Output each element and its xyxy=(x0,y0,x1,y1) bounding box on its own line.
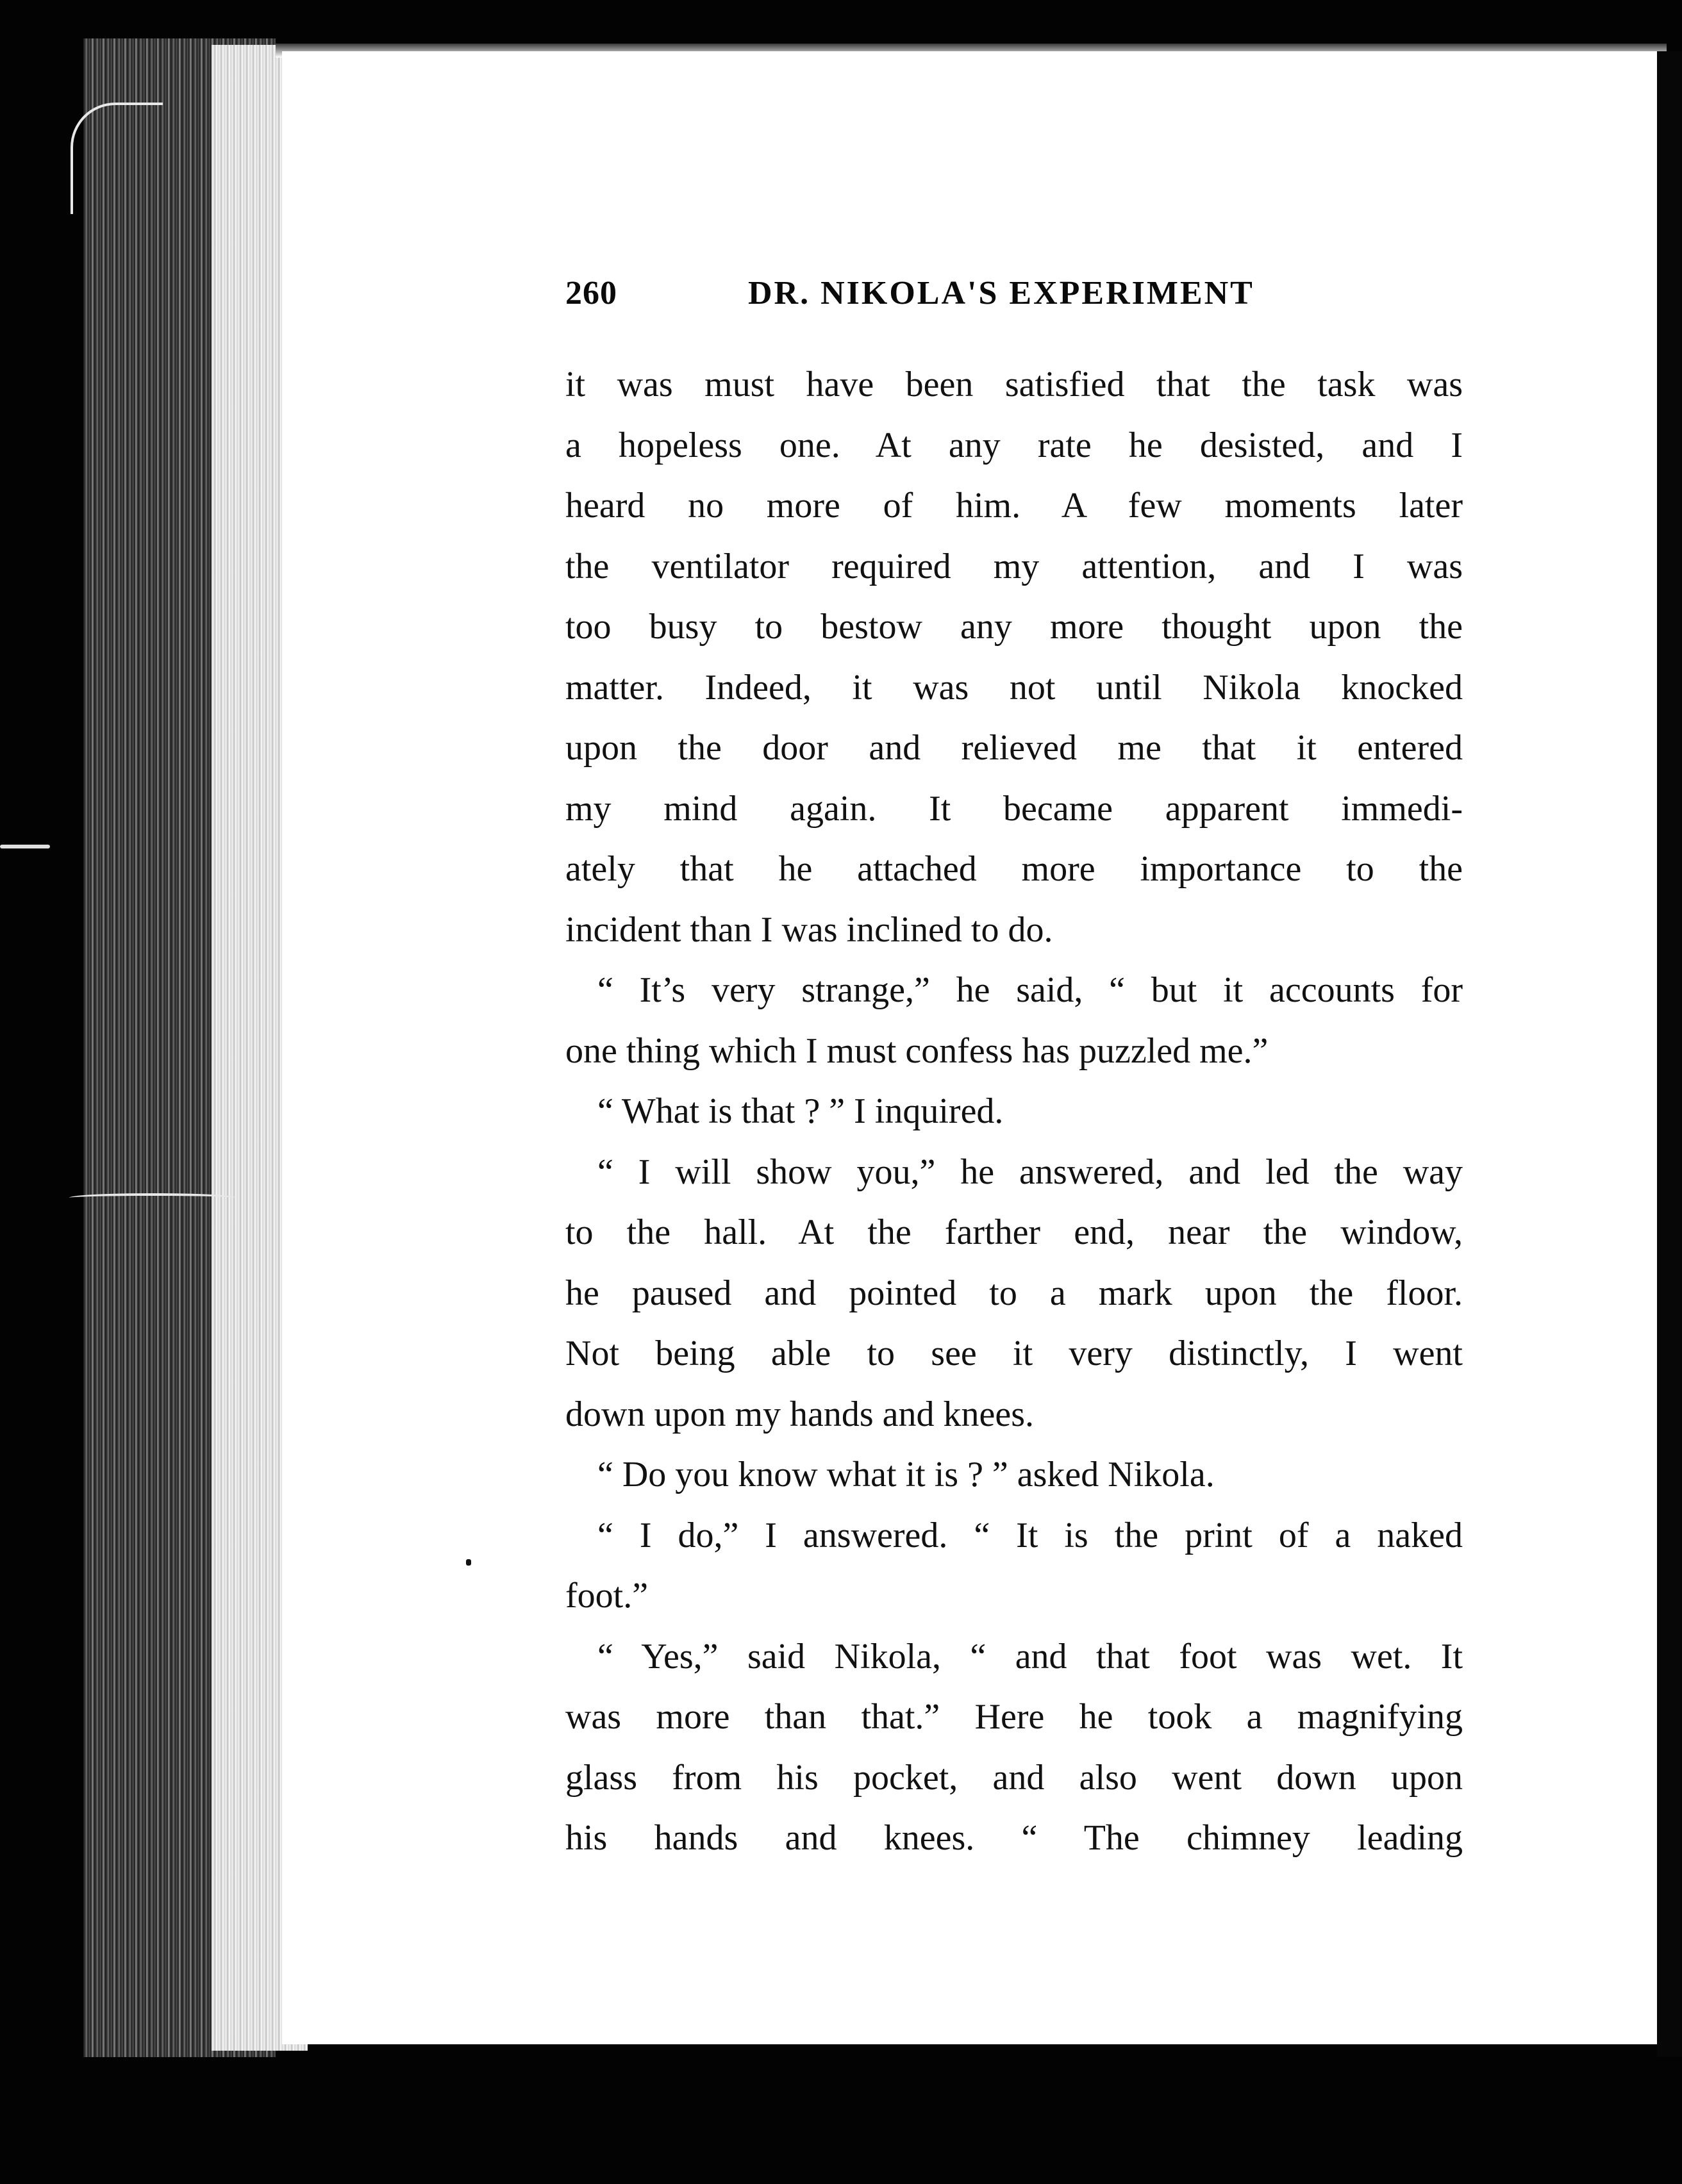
text-line: the ventilator required my attention, and I was xyxy=(565,546,1463,586)
scan-speck xyxy=(466,1559,471,1566)
running-head xyxy=(565,274,1277,319)
text-line: upon the door and relieved me that it entered xyxy=(565,728,1463,768)
text-line: incident than I was inclined to do. xyxy=(565,909,1053,950)
text-line: “ What is that ? ” I inquired. xyxy=(597,1091,1004,1131)
running-title: DR. NIKOLA'S EXPERIMENT xyxy=(748,275,1254,311)
text-line: one thing which I must confess has puzzled me.” xyxy=(565,1030,1269,1071)
text-line: a hopeless one. At any rate he desisted, and I xyxy=(565,425,1463,465)
text-line: it was must have been satisfied that the task was xyxy=(565,365,1463,404)
text-line: “ Yes,” said Nikola, “ and that foot was wet. It xyxy=(597,1636,1463,1676)
text-line: my mind again. It became apparent immedi- xyxy=(565,788,1463,829)
text-line: was more than that.” Here he took a magnifying xyxy=(565,1697,1463,1737)
page-number: 260 xyxy=(565,275,617,311)
scan-artifact xyxy=(0,845,50,848)
crease-mark xyxy=(71,103,163,214)
text-line: glass from his pocket, and also went down upon xyxy=(565,1757,1463,1798)
text-line: matter. Indeed, it was not until Nikola knocked xyxy=(565,667,1463,707)
text-line: “ I will show you,” he answered, and led the way xyxy=(597,1152,1463,1192)
text-line: “ I do,” I answered. “ It is the print of a naked xyxy=(597,1515,1463,1555)
crease-mark xyxy=(69,1193,236,1202)
body-text xyxy=(565,354,1463,1869)
text-line: foot.” xyxy=(565,1576,649,1616)
text-line: ately that he attached more importance to the xyxy=(565,849,1463,889)
text-line: heard no more of him. A few moments later xyxy=(565,486,1463,525)
text-line: down upon my hands and knees. xyxy=(565,1394,1035,1434)
text-line: too busy to bestow any more thought upon the xyxy=(565,607,1463,647)
text-line: “ It’s very strange,” he said, “ but it accounts for xyxy=(597,970,1463,1010)
scan-right-edge xyxy=(1657,51,1682,2057)
text-line: “ Do you know what it is ? ” asked Nikola. xyxy=(597,1455,1215,1494)
text-line: to the hall. At the farther end, near the window, xyxy=(565,1212,1463,1252)
text-line: his hands and knees. “ The chimney leading xyxy=(565,1818,1463,1858)
text-line: Not being able to see it very distinctly, I went xyxy=(565,1334,1463,1373)
text-line: he paused and pointed to a mark upon the floor. xyxy=(565,1273,1463,1313)
